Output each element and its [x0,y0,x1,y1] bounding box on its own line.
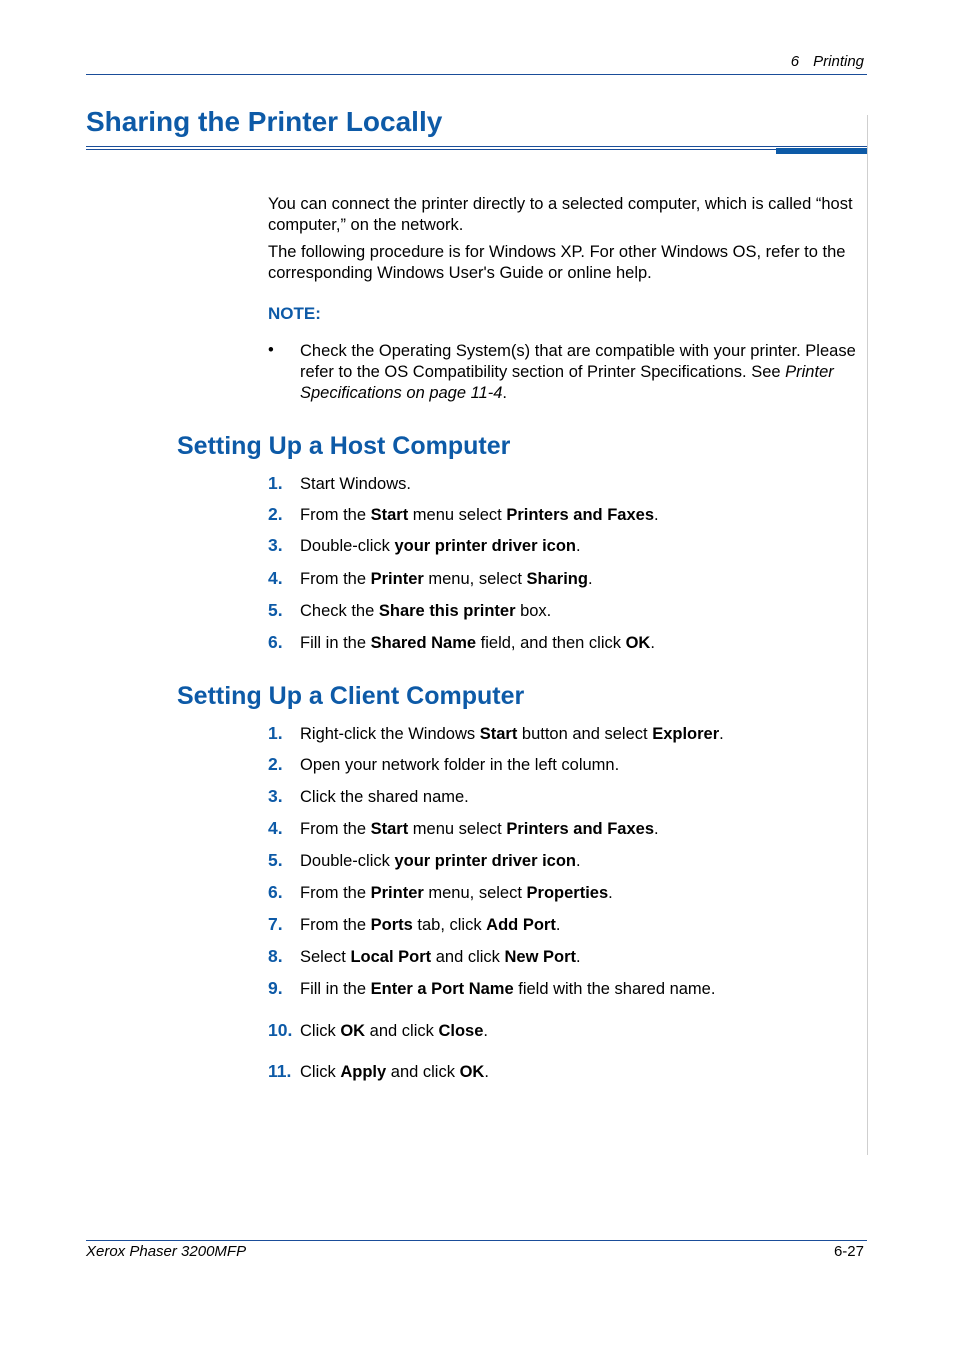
ui-term: OK [459,1063,485,1081]
host-step-2 [268,504,659,526]
step-number: 1. [268,723,283,743]
step-text: menu select [408,820,507,838]
ui-term: Shared Name [370,634,477,652]
step-text: Select [300,948,351,966]
ui-term: Local Port [350,948,432,966]
host-step-6 [268,632,655,654]
step-number: 3. [268,786,283,806]
step-text: . [483,1022,488,1040]
step-text: Click [300,1022,341,1040]
step-number: 2. [268,754,283,774]
step-number: 5. [268,850,283,870]
step-number: 4. [268,818,283,838]
client-step-8 [268,946,581,968]
host-step-4 [268,568,593,590]
step-text: Double-click [300,852,395,870]
step-text: Fill in the [300,980,371,998]
ui-term: New Port [504,948,577,966]
ui-term: Printers and Faxes [506,506,654,524]
client-step-11 [268,1061,489,1083]
client-step-3 [268,786,469,808]
step-text: Start Windows. [300,475,411,493]
page-title: Sharing the Printer Locally [86,106,443,137]
step-text: menu, select [423,884,527,902]
step-text: Double-click [300,537,395,555]
ui-term: Apply [340,1063,387,1081]
client-step-9 [268,978,715,1000]
step-number: 9. [268,978,283,998]
host-step-1 [268,473,411,495]
client-step-6 [268,882,613,904]
step-text: . [650,634,655,652]
ui-term: Printers and Faxes [506,820,654,838]
ui-term: Start [370,820,409,838]
step-number: 7. [268,914,283,934]
step-text: field with the shared name. [513,980,716,998]
step-text: . [719,725,724,743]
step-text: field, and then click [476,634,626,652]
client-step-2 [268,754,619,776]
step-text: Right-click the Windows [300,725,480,743]
host-step-5 [268,600,551,622]
header-rule [86,74,867,75]
title-accent-tab [776,148,867,154]
running-header [791,53,864,70]
step-text: From the [300,884,371,902]
client-step-1 [268,723,724,745]
step-text: From the [300,570,371,588]
host-step-3 [268,535,581,557]
title-rule-lower [86,149,867,150]
step-number: 11. [268,1061,292,1081]
step-number: 6. [268,882,283,902]
step-text: . [576,852,581,870]
client-step-5 [268,850,581,872]
step-text: Click the shared name. [300,788,469,806]
step-number: 4. [268,568,283,588]
step-number: 1. [268,473,283,493]
bullet-icon: • [268,341,274,359]
intro-paragraph-2: The following procedure is for Windows XP. For other Windows OS, refer to the corresponding Windows User's Guide or online help. [268,243,846,282]
step-text: and click [365,1022,439,1040]
step-number: 6. [268,632,283,652]
step-text: From the [300,506,371,524]
ui-term: Explorer [652,725,720,743]
step-text: . [587,570,593,588]
ui-term: Ports [370,916,413,934]
ui-term: Enter a Port Name [370,980,514,998]
footer-product: Xerox Phaser 3200MFP [86,1243,247,1260]
ui-term: Printer [370,884,424,902]
footer-rule [86,1240,867,1241]
step-text: and click [431,948,505,966]
step-number: 10. [268,1020,293,1040]
step-text: . [576,537,581,555]
ui-term: OK [340,1022,366,1040]
ui-term: Close [438,1022,484,1040]
chapter-number: 6 [790,53,800,70]
client-step-7 [268,914,560,936]
step-text: menu, select [423,570,527,588]
client-step-4 [268,818,659,840]
step-number: 8. [268,946,283,966]
step-number: 2. [268,504,283,524]
step-text: button and select [517,725,653,743]
chapter-title: Printing [813,53,864,70]
step-text: . [484,1063,489,1081]
step-text: tab, click [412,916,487,934]
step-text: From the [300,820,371,838]
step-text: box. [515,602,552,620]
ui-term: Start [370,506,409,524]
note-text [300,341,866,404]
note-body: Check the Operating System(s) that are compatible with your printer. Please refer to the OS Compatibility section of Printer Specifications. See [300,342,856,381]
client-step-10 [268,1020,488,1042]
step-text: Fill in the [300,634,371,652]
ui-term: Printer [370,570,424,588]
title-rule [86,146,867,147]
spec-reference-link[interactable]: Printer Specifications on page 11-4 [300,363,834,402]
footer-page-number: 6-27 [833,1243,864,1260]
ui-term: your printer driver icon [394,537,576,555]
step-text: Click [300,1063,341,1081]
step-text: . [654,820,659,838]
ui-term: OK [625,634,651,652]
step-text: . [654,506,659,524]
client-heading: Setting Up a Client Computer [177,682,525,710]
ui-term: Properties [526,884,609,902]
intro-paragraph-1: You can connect the printer directly to a selected computer, which is called “host computer,” on the network. [268,195,853,234]
ui-term: Sharing [526,570,588,588]
side-rule [867,115,868,1155]
ui-term: Start [479,725,518,743]
host-heading: Setting Up a Host Computer [177,432,511,460]
ui-term: Share this printer [378,602,516,620]
step-text: Check the [300,602,379,620]
ui-term: Add Port [486,916,556,934]
step-text: . [608,884,613,902]
step-number: 5. [268,600,283,620]
ui-term: your printer driver icon [394,852,576,870]
note-label: NOTE: [268,304,321,323]
step-text: Open your network folder in the left column. [300,756,620,774]
note-end: . [502,384,508,402]
step-text: . [576,948,581,966]
step-text: menu select [408,506,507,524]
step-number: 3. [268,535,283,555]
step-text: and click [386,1063,460,1081]
step-text: . [555,916,561,934]
step-text: From the [300,916,371,934]
